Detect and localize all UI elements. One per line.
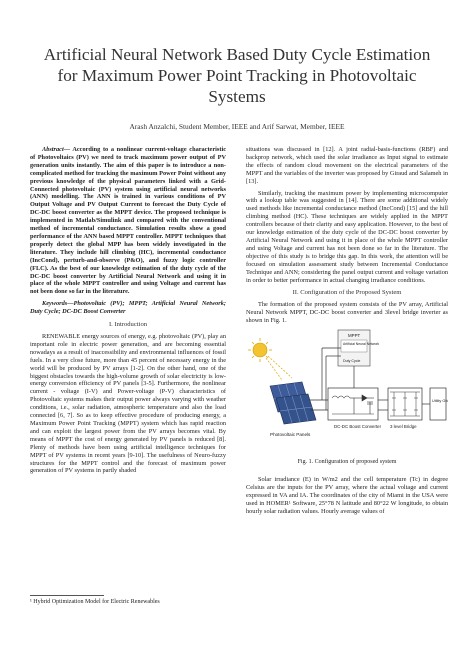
figure-caption: Fig. 1. Configuration of proposed system — [297, 459, 397, 466]
sun-icon — [248, 338, 272, 362]
keywords: Keywords—Photovoltaic (PV); MPPT; Artificial Neural Network; Duty Cycle; DC-DC Boost Converter — [30, 300, 226, 316]
section-heading-introduction: I. Introduction — [108, 321, 148, 329]
boost-converter-label: DC-DC Boost Converter — [334, 424, 382, 430]
system-diagram — [246, 328, 448, 458]
pv-panels-icon — [270, 382, 316, 424]
abstract-lead: Abstract— — [42, 146, 70, 153]
duty-cycle-label: Duty Cycle — [343, 359, 361, 364]
inverter-label: 3 level Bridge — [390, 424, 417, 430]
ann-label: Artificial Neural Network — [343, 342, 380, 347]
section-heading-configuration: II. Configuration of the Proposed System — [292, 289, 402, 297]
paper-authors: Arash Anzalchi, Student Member, IEEE and Arif Sarwat, Member, IEEE — [129, 122, 345, 131]
system-diagram-svg — [246, 328, 448, 458]
right-paragraph-2: Similarly, tracking the maximum power by implementing microcomputer with a lookup table was suggested in [14]. There are some additional widely used methods like incremental conductance method (IncCond) [15] and the hill climbing method (HC). These techniques are widely applied in the MPPT controllers because of their clarity and easy application. However, to the best of our knowledge estimation of the duty cycle of the DC-DC boost converter by Artificial Neural Network and using it in place of the whole MPPT controller and using Voltage and current has not been done so far in the literature. The objective of this study is to bridge this gap. In this work, the attention will be focused on simulation assessment study between Incremental Conductance Technique and ANN; considering the panel output current and voltage variation in order to better performance in actual changing irradiance conditions. — [246, 189, 448, 284]
utility-grid-box — [430, 388, 446, 420]
abstract-body: According to a nonlinear current-voltage characteristic of Photovoltaics (PV) we need to track maximum power output of PV generation units instantly. The aim of this paper is to introduce a non-complicated method for tracking the maximum Power Point without any previous knowledge of the physical parameters linked with a Grid-Connected photovoltaic (PV) system using artificial neural networks (ANN) modelling. The ANN is trained in various conditions of PV Output Voltage and PV Output Current to forecast the Duty Cycle of DC-DC boost converter as the MPPT device. The proposed technique is implemented in Matlab/Simulink and compared with the conventional method of incremental conductance. Simulation results show a good performance of the ANN based MPPT controller. MPPT techniques that properly detect the global MPP has been widely investigated in the literature. They include hill climbing (HC), incremental conductance (IncCond), perturb-and-observe (P&O), and fuzzy logic controller (FLC). As the best of our knowledge estimation of the duty cycle of the DC-DC boost converter by Artificial Neural Network and using it in place of the whole MPPT controller and using Voltage and current has not been done so far in the literature. — [30, 146, 226, 296]
right-paragraph-3: The formation of the proposed system consists of the PV array, Artificial Neural Network MPPT, DC-DC boost converter and 3level bridge inverter as shown in Fig. 1. — [246, 301, 448, 325]
left-column — [30, 146, 226, 475]
paper-title: Artificial Neural Network Based Duty Cycle Estimation for Maximum Power Point Tracking in Photovoltaic Systems — [43, 45, 431, 106]
pv-panels-label: Photovoltaic Panels — [270, 432, 311, 438]
abstract — [30, 146, 226, 296]
mppt-label: MPPT — [348, 333, 361, 339]
footnote: ¹ Hybrid Optimization Model for Electric Renewables — [30, 599, 160, 605]
intro-paragraph: RENEWABLE energy sources of energy, e.g. photovoltaic (PV), play an important role in electric power generation, and are becoming essential nowadays as a result of inaccessibility and environmental influences of fossil fuels. In a very close future, more than 45 percent of necessary energy in the world will be produced by PV arrays [1-2]. On the other hand, one of the biggest obstacles towards the high-volume growth of solar electricity is low-energy conversion efficiency of PV panels [3-5]. Furthermore, the nonlinear current - voltage (I-V) and Power-voltage (P-V) characteristics of Photovoltaic systems makes their output power always varying with weather conditions, i.e., solar radiation, atmospheric temperature and also the load connected [6, 7]. So as to keep effective procedure of producing energy, a Maximum Power Point Tracking (MPPT) system which has rapid reaction and can exploit the largest power from the PV arrays becomes vital. By means of MPPT the cost of energy generated by PV panels is reduced [8]. Plenty of methods have been using artificial intelligence techniques for MPPT of PV systems in recent years [9-10]. The usefulness of Neuro-fuzzy structures for the MPPT control and the forecast of maximum power generation of PV systems in partly shaded — [30, 333, 226, 475]
right-paragraph-1: situations was discussed in [12]. A joint radial-basis-functions (RBF) and backprop network, which used the solar irradiance as Input signal to estimate the effects of random cloud movement on the electrical parameters of the MPPT and the variables of the inverter was proposed by Giraud and Salameh in [13]. — [246, 146, 448, 185]
right-paragraph-4: Solar irradiance (E) in W/m2 and the cell temperature (Tc) in degree Celsius are the inputs for the PV array, where the actual voltage and current expressed in VA and IA. The coordinates of the city of Miami in the USA were used in HOMER¹ Software, 25°78 N latitude and 80°22 W longitude, to obtain hourly solar radiation values. Hourly average values of — [246, 476, 448, 515]
utility-grid-label: Utility Grid — [432, 399, 448, 404]
footnote-rule — [30, 595, 104, 596]
right-column — [246, 146, 448, 516]
